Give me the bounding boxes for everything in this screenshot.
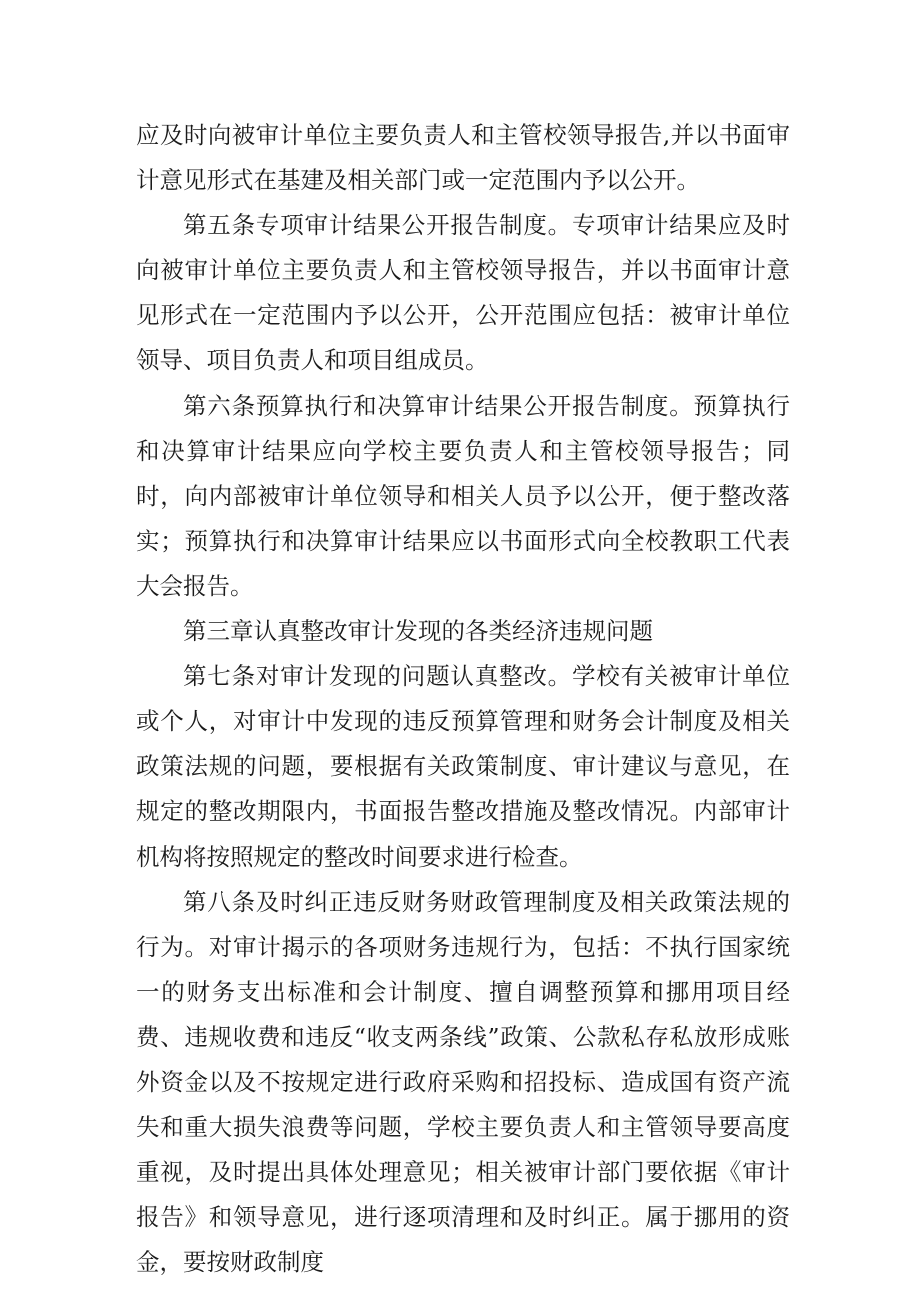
paragraph-article-8: 第八条及时纠正违反财务财政管理制度及相关政策法规的行为。对审计揭示的各项财务违规行为，包括：不执行国家统一的财务支出标准和会计制度、擅自调整预算和挪用项目经费、违规收费和违反“收支两条线”政策、公款私存私放形成账外资金以及不按规定进行政府采购和招投标、造成国有资产流失和重大损失浪费等问题，学校主要负责人和主管领导要高度重视，及时提出具体处理意见；相关被审计部门要依据《审计报告》和领导意见，进行逐项清理和及时纠正。属于挪用的资金，要按财政制度 <box>136 887 790 1277</box>
chapter-heading-3: 第三章认真整改审计发现的各类经济违规问题 <box>183 617 653 646</box>
paragraph-article-7: 第七条对审计发现的问题认真整改。学校有关被审计单位或个人，对审计中发现的违反预算管理和财务会计制度及相关政策法规的问题，要根据有关政策制度、审计建议与意见，在规定的整改期限内，书面报告整改措施及整改情况。内部审计机构将按照规定的整改时间要求进行检查。 <box>136 662 790 871</box>
paragraph-article-6: 第六条预算执行和决算审计结果公开报告制度。预算执行和决算审计结果应向学校主要负责人和主管校领导报告；同时，向内部被审计单位领导和相关人员予以公开，便于整改落实；预算执行和决算审计结果应以书面形式向全校教职工代表大会报告。 <box>136 391 790 600</box>
paragraph-article-5: 第五条专项审计结果公开报告制度。专项审计结果应及时向被审计单位主要负责人和主管校领导报告，并以书面审计意见形式在一定范围内予以公开，公开范围应包括：被审计单位领导、项目负责人和项目组成员。 <box>136 211 790 375</box>
document-body <box>136 113 790 1285</box>
paragraph-continuation: 应及时向被审计单位主要负责人和主管校领导报告,并以书面审计意见形式在基建及相关部门或一定范围内予以公开。 <box>136 121 790 195</box>
